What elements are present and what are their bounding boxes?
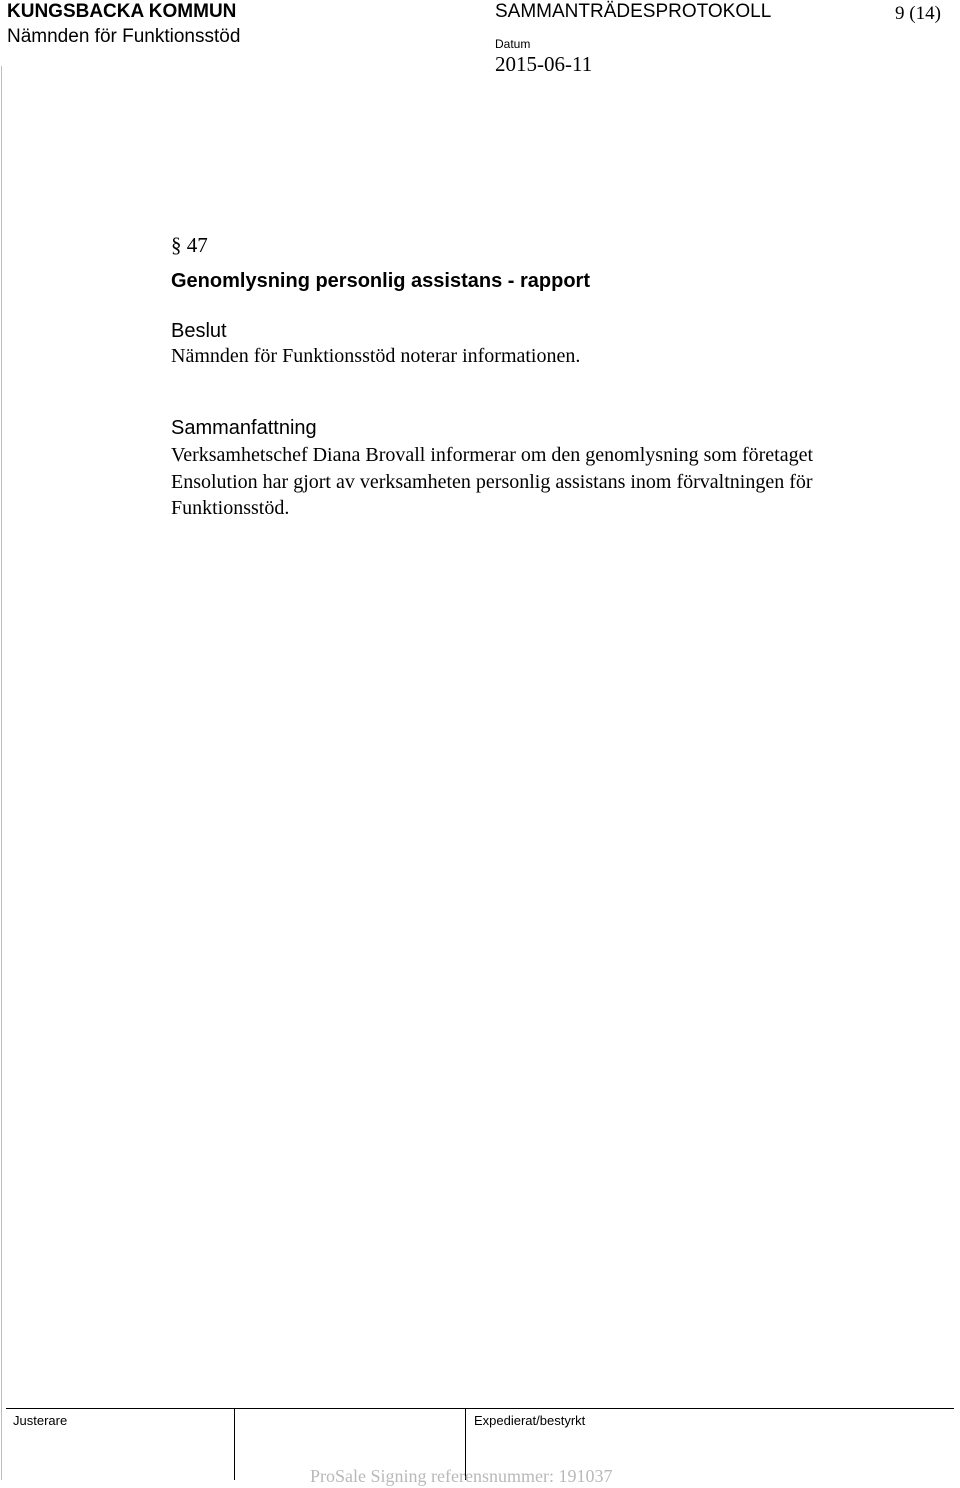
item-title: Genomlysning personlig assistans - rapport [171,270,590,292]
left-margin-rule [1,66,2,1480]
summary-line: Ensolution har gjort av verksamheten personlig assistans inom förvaltningen för [171,470,813,493]
summary-line: Funktionsstöd. [171,497,290,519]
summary-text [171,442,931,522]
decision-heading: Beslut [171,320,227,342]
dispatched-label: Expedierat/bestyrkt [474,1413,586,1428]
decision-text: Nämnden för Funktionsstöd noterar informationen. [171,345,581,367]
paragraph-number: § 47 [171,233,208,257]
footer-divider [234,1408,235,1480]
signing-reference: ProSale Signing referensnummer: 191037 [310,1466,613,1486]
document-type: SAMMANTRÄDESPROTOKOLL [495,1,772,22]
committee-name: Nämnden för Funktionsstöd [7,26,241,47]
footer-rule [6,1408,954,1409]
organization-name: KUNGSBACKA KOMMUN [7,1,237,22]
page-number: 9 (14) [895,3,941,24]
reviewer-label: Justerare [13,1413,68,1428]
summary-line: Verksamhetschef Diana Brovall informerar om den genomlysning som företaget [171,444,814,466]
summary-heading: Sammanfattning [171,417,317,439]
meeting-date: 2015-06-11 [495,52,593,76]
date-label: Datum [495,37,531,51]
